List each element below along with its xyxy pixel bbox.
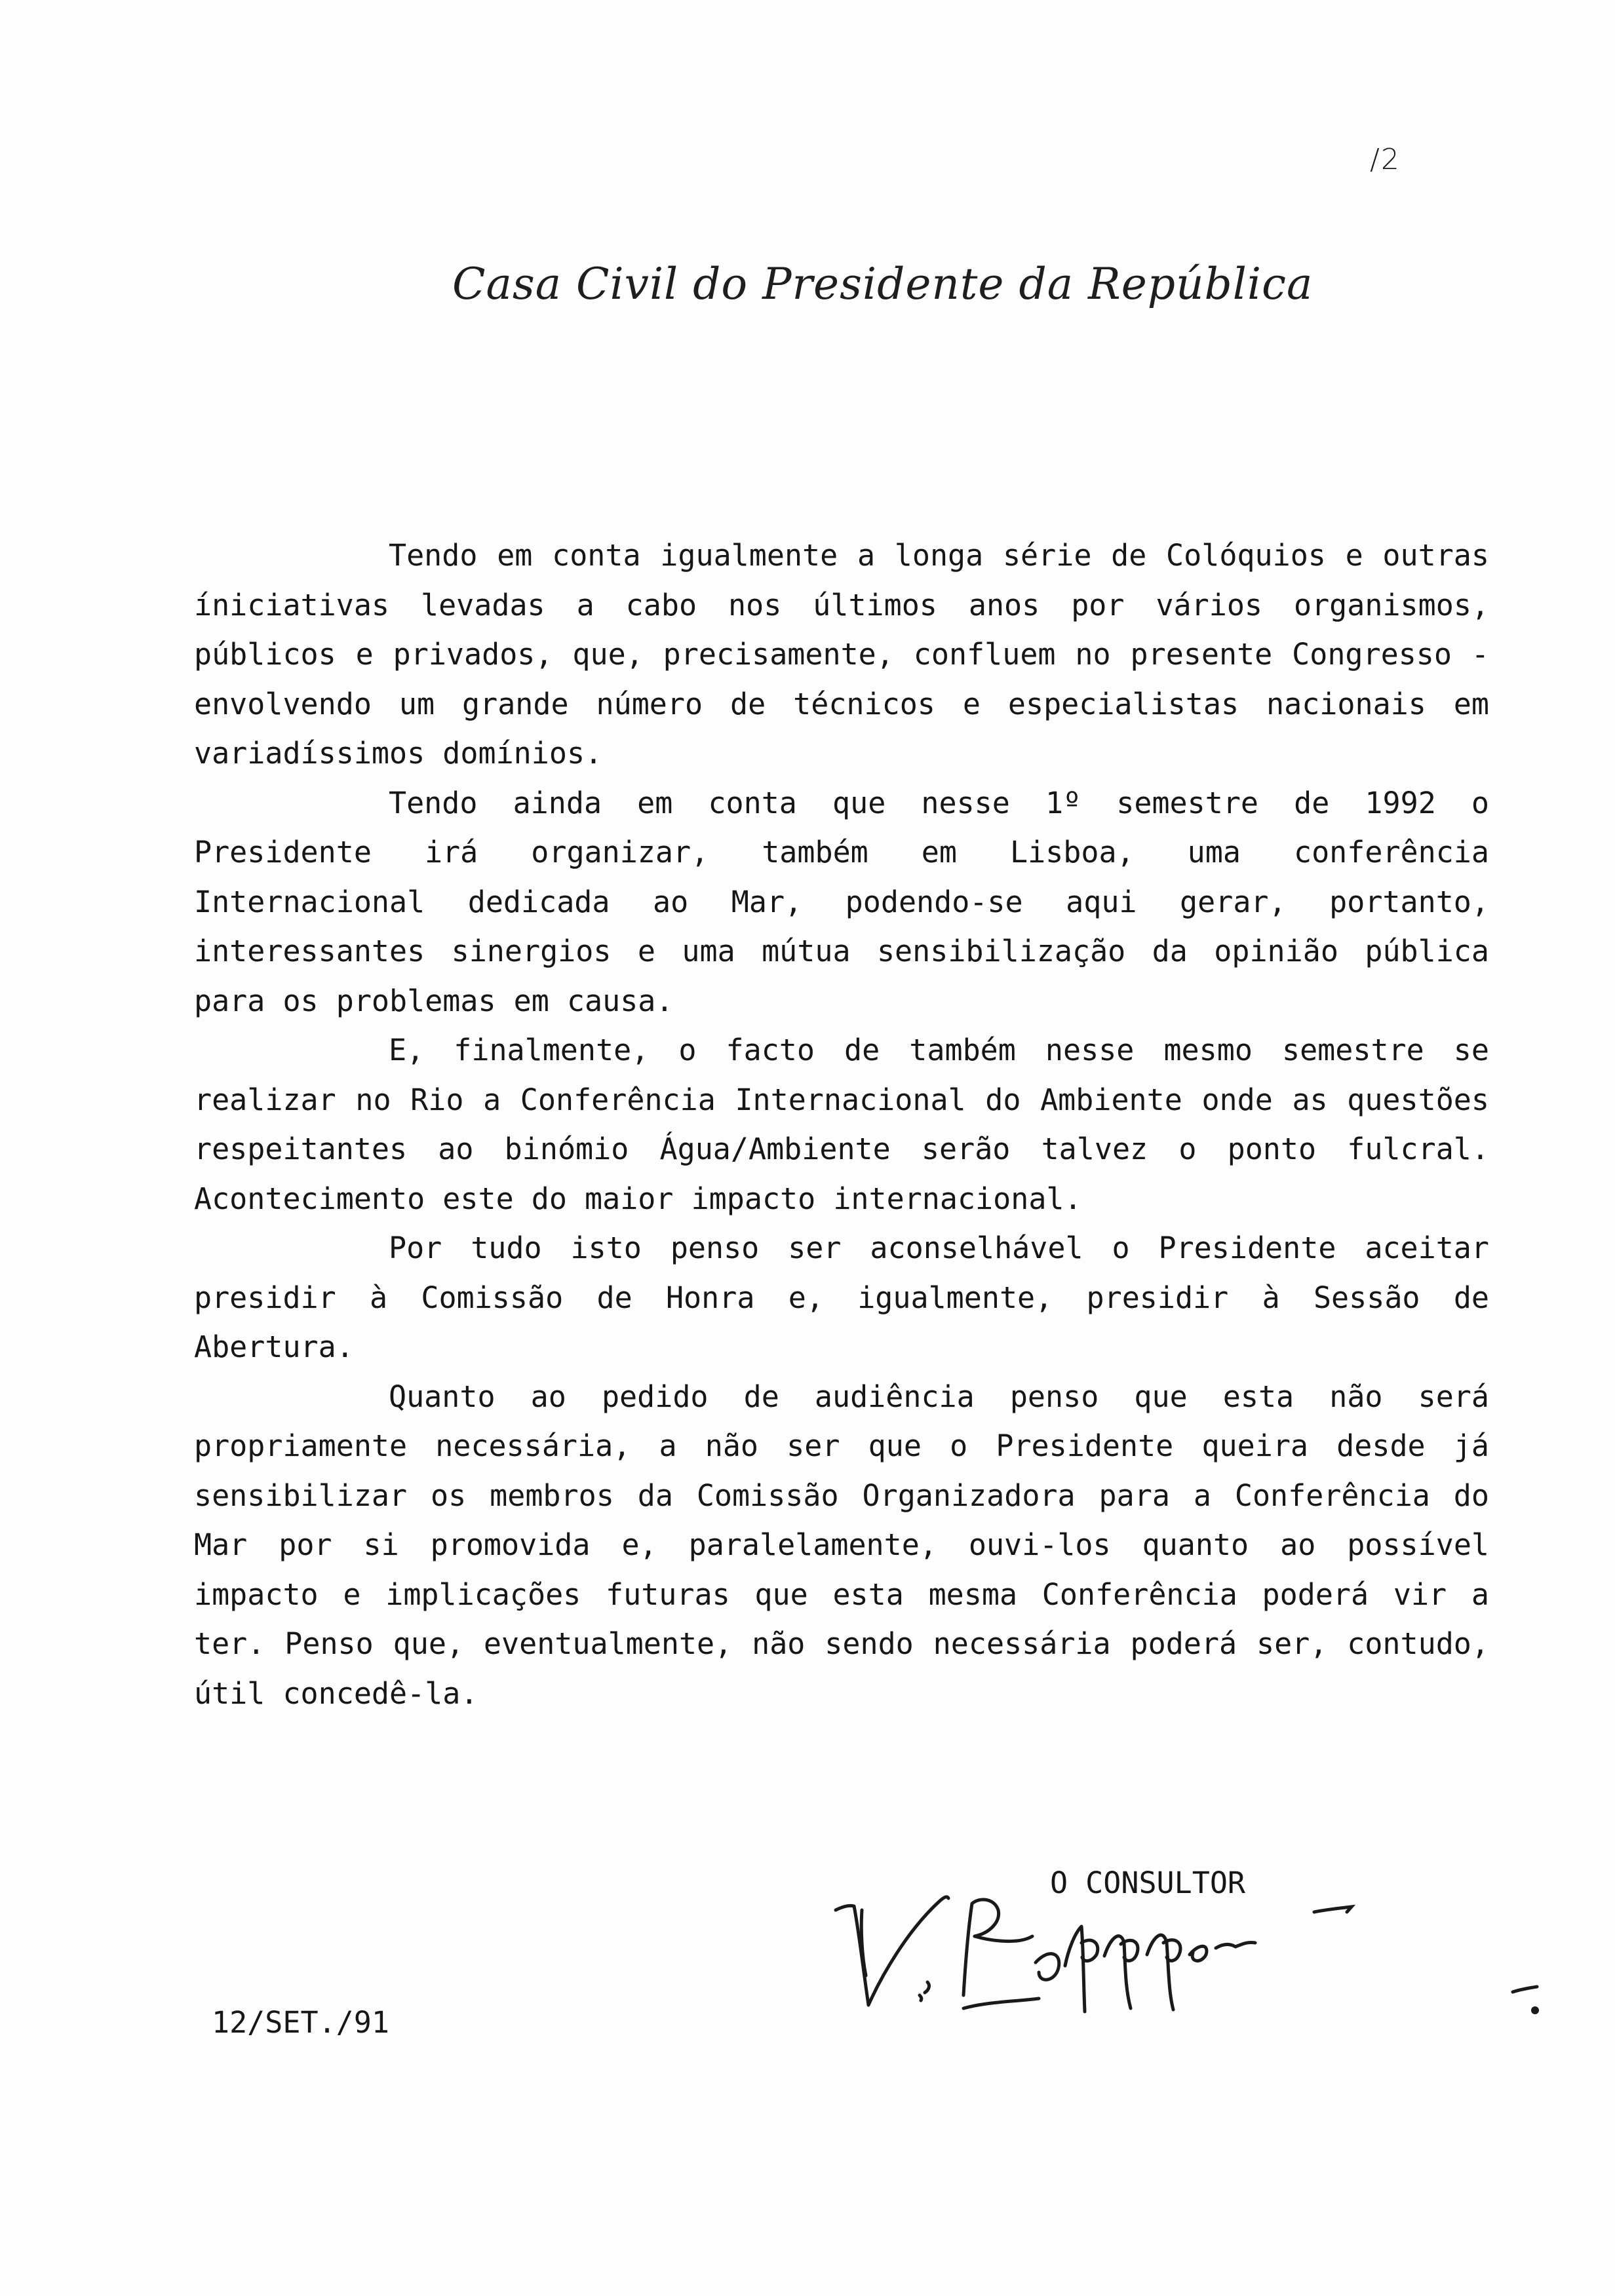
document-date: 12/SET./91 — [212, 2005, 389, 2040]
page-number: /2 — [1370, 143, 1401, 176]
margin-mark — [1311, 1900, 1357, 1920]
paragraph-5: Quanto ao pedido de audiência penso que esta não será propriamente necessária, a não ser que o Presidente queira desde já sensibilizar os membros da Comissão Organizadora para a Conferência do Mar por si promovida e, paralelamente, ouvi-los quanto ao possível impacto e implicações futuras que esta mesma Conferência poderá vir a ter. Penso que, eventualmente, não sendo necessária poderá ser, contudo, útil concedê-la. — [194, 1379, 1489, 1711]
handwritten-signature — [823, 1871, 1412, 2041]
paragraph-4: Por tudo isto penso ser aconselhável o Presidente aceitar presidir à Comissão de Honra e, igualmente, presidir à Sessão de Abertura. — [194, 1231, 1489, 1364]
paragraph-2: Tendo ainda em conta que nesse 1º semestre de 1992 o Presidente irá organizar, também em Lisboa, uma conferência Internacional dedicada ao Mar, podendo-se aqui gerar, portanto, interessantes sinergios e uma mútua sensibilização da opinião pública para os problemas em causa. — [194, 785, 1489, 1018]
letter-body — [194, 531, 1489, 1718]
signer-title: O CONSULTOR — [1050, 1866, 1246, 1900]
paragraph-3: E, finalmente, o facto de também nesse mesmo semestre se realizar no Rio a Conferência Internacional do Ambiente onde as questões respeitantes ao binómio Água/Ambiente serão talvez o ponto fulcral. Acontecimento este do maior impacto internacional. — [194, 1033, 1489, 1216]
paragraph-1: Tendo em conta igualmente a longa série de Colóquios e outras íniciativas levadas a cabo nos últimos anos por vários organismos, públicos e privados, que, precisamente, confluem no presente Congresso - envolvendo um grande número de técnicos e especialistas nacionais em variadíssimos domínios. — [194, 538, 1489, 771]
edge-mark — [1508, 1979, 1547, 2025]
letterhead: Casa Civil do Presidente da República — [452, 259, 1313, 309]
